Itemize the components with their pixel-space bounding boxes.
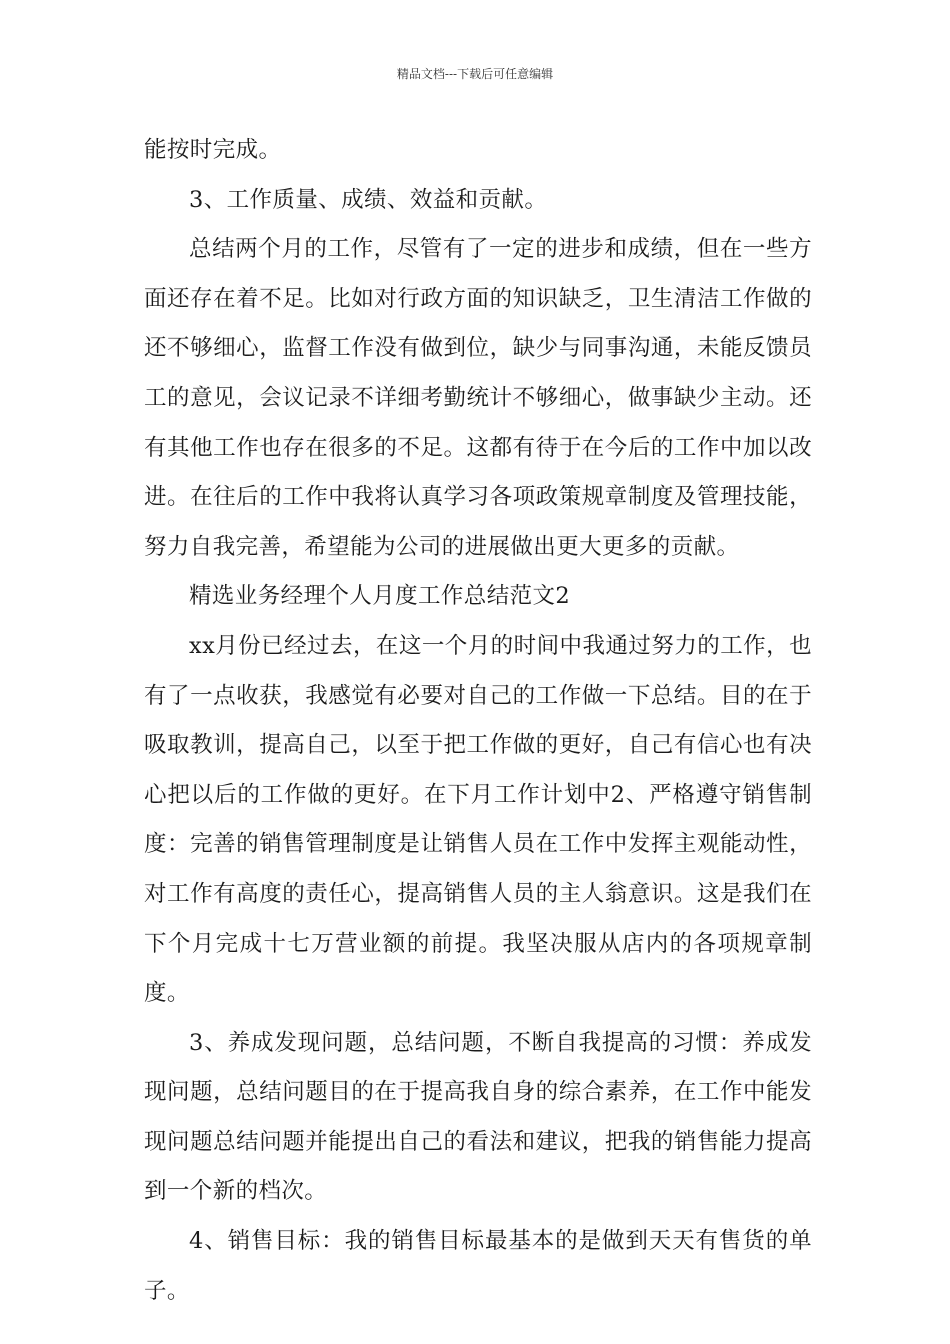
document-body (144, 126, 812, 1316)
paragraph-5: xx月份已经过去，在这一个月的时间中我通过努力的工作，也有了一点收获，我感觉有必要对自己的工作做一下总结。目的在于吸取教训，提高自己，以至于把工作做的更好，自己有信心也有决心把以后的工作做的更好。在下月工作计划中2、严格遵守销售制度：完善的销售管理制度是让销售人员在工作中发挥主观能动性，对工作有高度的责任心，提高销售人员的主人翁意识。这是我们在下个月完成十七万营业额的前提。我坚决服从店内的各项规章制度。 (144, 632, 812, 1007)
paragraph-6: 3、养成发现问题，总结问题，不断自我提高的习惯：养成发现问题，总结问题目的在于提高我自身的综合素养，在工作中能发现问题总结问题并能提出自己的看法和建议，把我的销售能力提高到一个新的档次。 (144, 1029, 812, 1205)
paragraph-1: 能按时完成。 (144, 137, 282, 163)
paragraph-3: 总结两个月的工作，尽管有了一定的进步和成绩，但在一些方面还存在着不足。比如对行政方面的知识缺乏，卫生清洁工作做的还不够细心，监督工作没有做到位，缺少与同事沟通，未能反馈员工的意见，会议记录不详细考勤统计不够细心，做事缺少主动。还有其他工作也存在很多的不足。这都有待于在今后的工作中加以改进。在往后的工作中我将认真学习各项政策规章制度及管理技能，努力自我完善，希望能为公司的进展做出更大更多的贡献。 (144, 236, 812, 560)
paragraph-7: 4、销售目标：我的销售目标最基本的是做到天天有售货的单子。 (144, 1228, 812, 1304)
section-heading: 精选业务经理个人月度工作总结范文2 (189, 583, 571, 610)
page-header: 精品文档---下载后可任意编辑 (396, 67, 554, 81)
paragraph-2: 3、工作质量、成绩、效益和贡献。 (189, 186, 548, 213)
